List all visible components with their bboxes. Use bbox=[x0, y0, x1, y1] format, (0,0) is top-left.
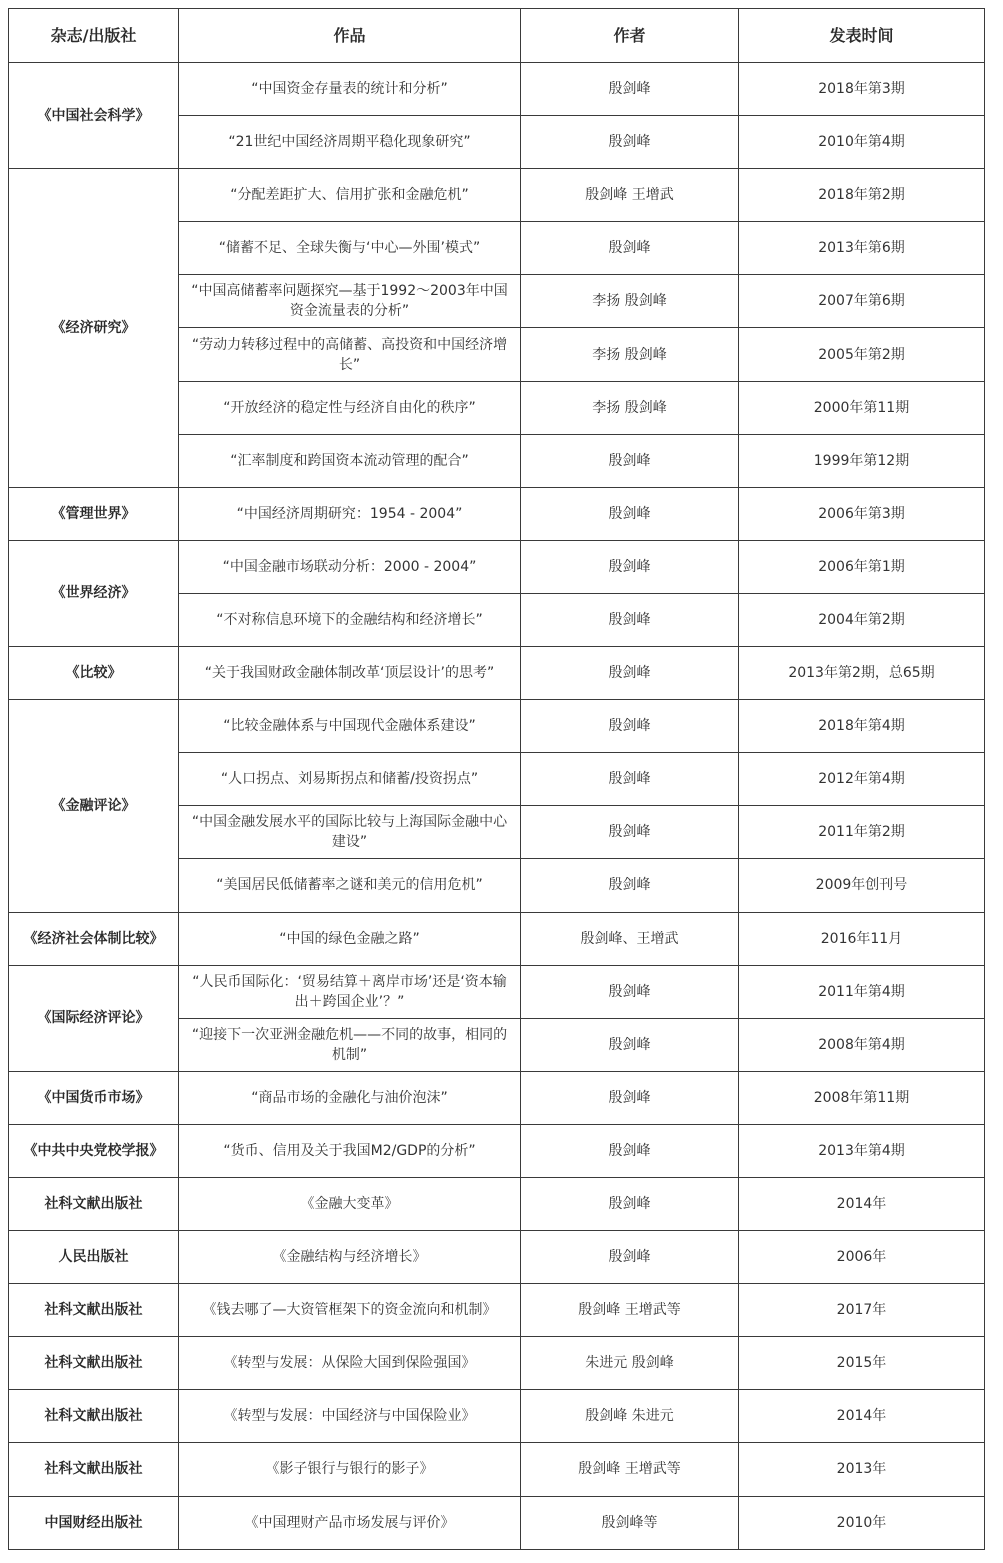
work-cell: 《转型与发展：中国经济与中国保险业》 bbox=[179, 1390, 521, 1443]
date-cell: 2018年第2期 bbox=[739, 169, 985, 222]
header-work: 作品 bbox=[179, 9, 521, 63]
table-row bbox=[9, 1231, 985, 1284]
journal-cell: 中国财经出版社 bbox=[9, 1496, 179, 1549]
date-cell: 2017年 bbox=[739, 1284, 985, 1337]
work-cell: “人民币国际化：‘贸易结算＋离岸市场’还是‘资本输出＋跨国企业’？” bbox=[179, 965, 521, 1018]
table-row bbox=[9, 1443, 985, 1496]
journal-cell: 《世界经济》 bbox=[9, 540, 179, 646]
author-cell: 殷剑峰 bbox=[521, 434, 739, 487]
author-cell: 殷剑峰 bbox=[521, 806, 739, 859]
date-cell: 2015年 bbox=[739, 1337, 985, 1390]
date-cell: 2010年第4期 bbox=[739, 116, 985, 169]
journal-cell: 《中共中央党校学报》 bbox=[9, 1124, 179, 1177]
table-row bbox=[9, 1390, 985, 1443]
author-cell: 殷剑峰 bbox=[521, 116, 739, 169]
table-row bbox=[9, 1071, 985, 1124]
date-cell: 2008年第11期 bbox=[739, 1071, 985, 1124]
date-cell: 2014年 bbox=[739, 1177, 985, 1230]
work-cell: 《转型与发展：从保险大国到保险强国》 bbox=[179, 1337, 521, 1390]
date-cell: 2013年第2期，总65期 bbox=[739, 647, 985, 700]
table-row bbox=[9, 487, 985, 540]
work-cell: “中国金融市场联动分析：2000 - 2004” bbox=[179, 540, 521, 593]
date-cell: 2013年第4期 bbox=[739, 1124, 985, 1177]
author-cell: 殷剑峰 bbox=[521, 1018, 739, 1071]
date-cell: 2012年第4期 bbox=[739, 753, 985, 806]
date-cell: 2008年第4期 bbox=[739, 1018, 985, 1071]
table-row bbox=[9, 647, 985, 700]
work-cell: “中国的绿色金融之路” bbox=[179, 912, 521, 965]
work-cell: “中国经济周期研究：1954 - 2004” bbox=[179, 487, 521, 540]
date-cell: 2006年 bbox=[739, 1231, 985, 1284]
author-cell: 殷剑峰 bbox=[521, 63, 739, 116]
author-cell: 殷剑峰 bbox=[521, 593, 739, 646]
author-cell: 殷剑峰 王增武等 bbox=[521, 1443, 739, 1496]
author-cell: 殷剑峰 bbox=[521, 1124, 739, 1177]
table-row bbox=[9, 63, 985, 116]
author-cell: 殷剑峰 bbox=[521, 859, 739, 912]
header-row bbox=[9, 9, 985, 63]
work-cell: “商品市场的金融化与油价泡沫” bbox=[179, 1071, 521, 1124]
journal-cell: 《管理世界》 bbox=[9, 487, 179, 540]
author-cell: 殷剑峰 王增武 bbox=[521, 169, 739, 222]
work-cell: “21世纪中国经济周期平稳化现象研究” bbox=[179, 116, 521, 169]
table-row bbox=[9, 700, 985, 753]
date-cell: 2011年第4期 bbox=[739, 965, 985, 1018]
date-cell: 1999年第12期 bbox=[739, 434, 985, 487]
author-cell: 李扬 殷剑峰 bbox=[521, 328, 739, 381]
date-cell: 2010年 bbox=[739, 1496, 985, 1549]
author-cell: 殷剑峰 bbox=[521, 487, 739, 540]
date-cell: 2014年 bbox=[739, 1390, 985, 1443]
author-cell: 殷剑峰 bbox=[521, 700, 739, 753]
table-body bbox=[9, 63, 985, 1550]
journal-cell: 《国际经济评论》 bbox=[9, 965, 179, 1071]
author-cell: 殷剑峰、王增武 bbox=[521, 912, 739, 965]
header-author: 作者 bbox=[521, 9, 739, 63]
work-cell: “开放经济的稳定性与经济自由化的秩序” bbox=[179, 381, 521, 434]
work-cell: “中国高储蓄率问题探究—基于1992～2003年中国资金流量表的分析” bbox=[179, 275, 521, 328]
date-cell: 2013年第6期 bbox=[739, 222, 985, 275]
work-cell: 《影子银行与银行的影子》 bbox=[179, 1443, 521, 1496]
journal-cell: 社科文献出版社 bbox=[9, 1390, 179, 1443]
table-row bbox=[9, 1496, 985, 1549]
date-cell: 2004年第2期 bbox=[739, 593, 985, 646]
author-cell: 殷剑峰 王增武等 bbox=[521, 1284, 739, 1337]
table-row bbox=[9, 540, 985, 593]
date-cell: 2016年11月 bbox=[739, 912, 985, 965]
work-cell: “储蓄不足、全球失衡与‘中心—外围’模式” bbox=[179, 222, 521, 275]
publications-table bbox=[8, 8, 985, 1550]
work-cell: “人口拐点、刘易斯拐点和储蓄/投资拐点” bbox=[179, 753, 521, 806]
work-cell: “比较金融体系与中国现代金融体系建设” bbox=[179, 700, 521, 753]
work-cell: “劳动力转移过程中的高储蓄、高投资和中国经济增长” bbox=[179, 328, 521, 381]
work-cell: “货币、信用及关于我国M2/GDP的分析” bbox=[179, 1124, 521, 1177]
author-cell: 殷剑峰等 bbox=[521, 1496, 739, 1549]
date-cell: 2011年第2期 bbox=[739, 806, 985, 859]
table-row bbox=[9, 169, 985, 222]
author-cell: 朱进元 殷剑峰 bbox=[521, 1337, 739, 1390]
journal-cell: 《金融评论》 bbox=[9, 700, 179, 912]
table-row bbox=[9, 965, 985, 1018]
author-cell: 殷剑峰 bbox=[521, 965, 739, 1018]
work-cell: 《金融结构与经济增长》 bbox=[179, 1231, 521, 1284]
work-cell: “迎接下一次亚洲金融危机——不同的故事，相同的机制” bbox=[179, 1018, 521, 1071]
journal-cell: 社科文献出版社 bbox=[9, 1337, 179, 1390]
journal-cell: 人民出版社 bbox=[9, 1231, 179, 1284]
journal-cell: 社科文献出版社 bbox=[9, 1284, 179, 1337]
journal-cell: 社科文献出版社 bbox=[9, 1177, 179, 1230]
author-cell: 殷剑峰 bbox=[521, 647, 739, 700]
journal-cell: 《中国货币市场》 bbox=[9, 1071, 179, 1124]
author-cell: 殷剑峰 bbox=[521, 1177, 739, 1230]
table-row bbox=[9, 1284, 985, 1337]
author-cell: 殷剑峰 bbox=[521, 753, 739, 806]
date-cell: 2005年第2期 bbox=[739, 328, 985, 381]
author-cell: 殷剑峰 bbox=[521, 222, 739, 275]
journal-cell: 社科文献出版社 bbox=[9, 1443, 179, 1496]
author-cell: 殷剑峰 朱进元 bbox=[521, 1390, 739, 1443]
table-row bbox=[9, 1337, 985, 1390]
work-cell: “不对称信息环境下的金融结构和经济增长” bbox=[179, 593, 521, 646]
date-cell: 2006年第3期 bbox=[739, 487, 985, 540]
date-cell: 2007年第6期 bbox=[739, 275, 985, 328]
work-cell: “关于我国财政金融体制改革‘顶层设计’的思考” bbox=[179, 647, 521, 700]
journal-cell: 《中国社会科学》 bbox=[9, 63, 179, 169]
author-cell: 殷剑峰 bbox=[521, 1071, 739, 1124]
author-cell: 李扬 殷剑峰 bbox=[521, 381, 739, 434]
work-cell: “美国居民低储蓄率之谜和美元的信用危机” bbox=[179, 859, 521, 912]
journal-cell: 《比较》 bbox=[9, 647, 179, 700]
header-date: 发表时间 bbox=[739, 9, 985, 63]
journal-cell: 《经济研究》 bbox=[9, 169, 179, 488]
work-cell: 《中国理财产品市场发展与评价》 bbox=[179, 1496, 521, 1549]
work-cell: “中国资金存量表的统计和分析” bbox=[179, 63, 521, 116]
date-cell: 2018年第4期 bbox=[739, 700, 985, 753]
work-cell: “分配差距扩大、信用扩张和金融危机” bbox=[179, 169, 521, 222]
date-cell: 2006年第1期 bbox=[739, 540, 985, 593]
author-cell: 李扬 殷剑峰 bbox=[521, 275, 739, 328]
header-journal: 杂志/出版社 bbox=[9, 9, 179, 63]
journal-cell: 《经济社会体制比较》 bbox=[9, 912, 179, 965]
date-cell: 2013年 bbox=[739, 1443, 985, 1496]
work-cell: 《钱去哪了—大资管框架下的资金流向和机制》 bbox=[179, 1284, 521, 1337]
work-cell: 《金融大变革》 bbox=[179, 1177, 521, 1230]
author-cell: 殷剑峰 bbox=[521, 540, 739, 593]
table-row bbox=[9, 1177, 985, 1230]
author-cell: 殷剑峰 bbox=[521, 1231, 739, 1284]
date-cell: 2009年创刊号 bbox=[739, 859, 985, 912]
table-row bbox=[9, 912, 985, 965]
date-cell: 2000年第11期 bbox=[739, 381, 985, 434]
date-cell: 2018年第3期 bbox=[739, 63, 985, 116]
table-row bbox=[9, 1124, 985, 1177]
work-cell: “汇率制度和跨国资本流动管理的配合” bbox=[179, 434, 521, 487]
work-cell: “中国金融发展水平的国际比较与上海国际金融中心建设” bbox=[179, 806, 521, 859]
